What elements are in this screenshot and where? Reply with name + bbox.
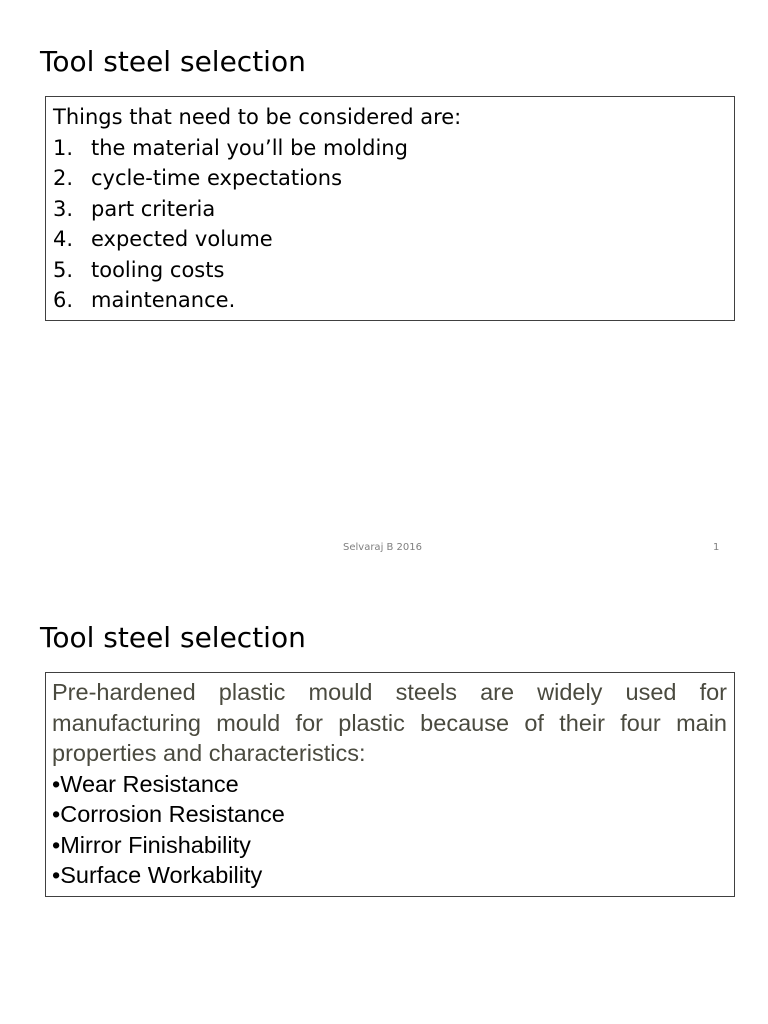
considerations-list [53,133,726,316]
list-item [53,133,726,164]
slide-2 [0,576,768,1024]
bullet-item: •Corrosion Resistance [52,801,285,827]
slide-footer-author: Selvaraj B 2016 [343,542,423,553]
list-item [53,285,726,316]
list-number: 4. [53,227,74,251]
bullet-item: •Surface Workability [52,862,263,888]
slide-title: Tool steel selection [40,621,306,654]
list-text: tooling costs [91,257,225,282]
slide-title: Tool steel selection [40,45,306,78]
slide-page-number: 1 [713,542,720,553]
list-number: 1. [53,135,74,160]
list-item [53,224,726,255]
intro-paragraph: Pre-hardened plastic mould steels are widely used for manufacturing mould for plastic because of their four main properties and characteristics: [52,679,727,766]
intro-text: Things that need to be considered are: [53,105,462,129]
list-item [53,163,726,194]
list-text: part criteria [91,196,216,221]
list-number: 3. [53,196,74,221]
list-text: cycle-time expectations [91,166,343,190]
bullet-item: •Mirror Finishability [52,831,251,858]
list-number: 6. [53,288,74,312]
list-text: the material you’ll be molding [91,135,408,160]
bullet-item: •Wear Resistance [52,770,239,797]
considerations-box [45,96,735,321]
list-item [53,194,726,225]
list-number: 2. [53,166,74,190]
list-text: maintenance. [91,288,236,312]
properties-list [52,769,727,891]
properties-box [45,672,735,897]
list-text: expected volume [91,227,273,251]
list-number: 5. [53,257,74,282]
list-item [53,255,726,286]
